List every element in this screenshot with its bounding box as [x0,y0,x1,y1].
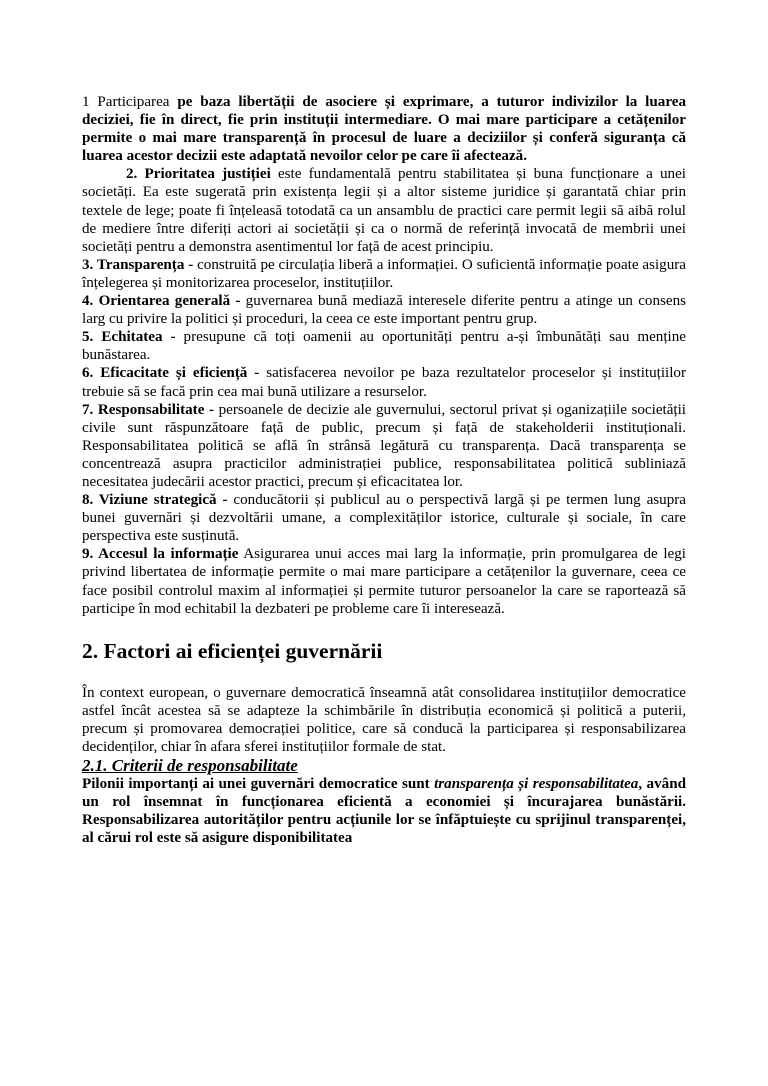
section-heading: 2. Factori ai eficienței guvernării [82,638,383,663]
document-page [82,93,686,847]
item-5 [82,328,686,364]
intro-number: 1 [82,94,90,110]
item-5-label: 5. Echitatea - [82,329,176,346]
item-6-label: 6. Eficacitate și eficiență - [82,365,260,382]
item-9-text: Asigurarea unui acces mai larg la informație, prin promulgarea de legi privind libertatea de informație permite o mai mare participare a cetățenilor la guvernare, ceea ce face posibil controlul maxim al informației și permite tuturor persoanelor la care se raportează să participe în mod echitabil la dezbateri pe probleme care îi interesează. [82,546,686,617]
item-5-text: presupune că toți oamenii au oportunități pentru a-și îmbunătăți sau menține bunăstarea. [82,329,686,364]
item-4-text: guvernarea bună mediază interesele diferite pentru a atinge un consens larg cu privire la politici și proceduri, la ceea ce este important pentru grup. [82,293,686,328]
item-8-text: conducătorii și publicul au o perspectivă largă și pe termen lung asupra bunei guvernări și dezvoltării umane, a complexităților istorice, culturale și sociale, în care perspectiva este susținută. [82,492,686,545]
intro-lead: Participarea [89,94,178,110]
intro-bold: pe baza libertății de asociere și exprimare, a tuturor indivizilor la luarea deciziei, fie în direct, fie prin instituții intermediare. O mai mare participare a cetățenilor permite o mai mare transparență în procesul de luare a deciziilor și conferă siguranța că luarea acestor decizii este adaptată nevoilor celor pe care îi afectează. [82,94,686,165]
subsection-italic: transparența și responsabilitatea [434,776,639,793]
subsection-lead: Pilonii importanți ai unei guvernări democratice sunt [82,776,435,793]
item-6-text: satisfacerea nevoilor pe baza rezultatelor proceselor și instituțiilor trebuie să se facă prin cea mai bună utilizare a resurselor. [82,365,686,400]
item-8-label: 8. Viziune strategică - [82,492,228,509]
item-4-label: 4. Orientarea generală - [82,293,241,310]
item-9-label: 9. Accesul la informație [82,546,239,563]
item-2 [82,165,686,255]
subsection-heading: 2.1. Criterii de responsabilitate [82,756,298,776]
item-9 [82,545,686,617]
item-6 [82,364,686,400]
item-8 [82,491,686,545]
item-2-text: este fundamentală pentru stabilitatea și buna funcționare a unei societăți. Ea este sugerată prin existența legii și a altor sisteme juridice și garantată chiar prin textele de lege; poate fi înțeleasă totodată ca un ansamblu de practici care permit legii să aibă rolul de mediere între diferiți actori ai societății și ca o normă de referință invocată de membrii unei societăți pentru a demonstra asentimentul lor față de acest principiu. [82,166,686,255]
item-3 [82,256,686,292]
subsection-paragraph [82,775,686,847]
subsection-rest: , având un rol însemnat în funcționarea eficientă a economiei și încurajarea bunăstării. Responsabilizarea autorităților pentru acțiunile lor se înfăptuiește cu sprijinul transparenței, al cărui rol este să asigure disponibilitatea [82,776,686,847]
item-7-text: persoanele de decizie ale guvernului, sectorul privat și oganizațiile societății civile sunt răspunzătoare față de public, precum și față de stakeholderii instituționali. Responsabilitatea politică se află în strânsă legătură cu transparența. Dacă transparența se concentrează asupra practicilor administrației publice, responsabilitatea politică subliniază necesitatea judecării acestor practici, precum și eficacitatea lor. [82,401,686,490]
item-4 [82,292,686,328]
section-paragraph: În context european, o guvernare democratică înseamnă atât consolidarea instituțiilor democratice astfel încât acestea să se adapteze la schimbările în distribuția economică și politică a puterii, precum și promovarea democrației politice, care să conducă la participarea și responsabilizarea decidenților, chiar în afara sferei instituțiilor formale de stat. [82,684,686,755]
item-3-text: construită pe circulația liberă a informației. O suficientă informație poate asigura înțelegerea și monitorizarea proceselor, instituțiilor. [82,256,686,291]
intro-paragraph [82,93,686,165]
item-7 [82,401,686,491]
item-2-label: 2. Prioritatea justiției [126,166,271,183]
item-7-label: 7. Responsabilitate - [82,401,215,418]
item-3-label: 3. Transparența - [82,256,194,273]
